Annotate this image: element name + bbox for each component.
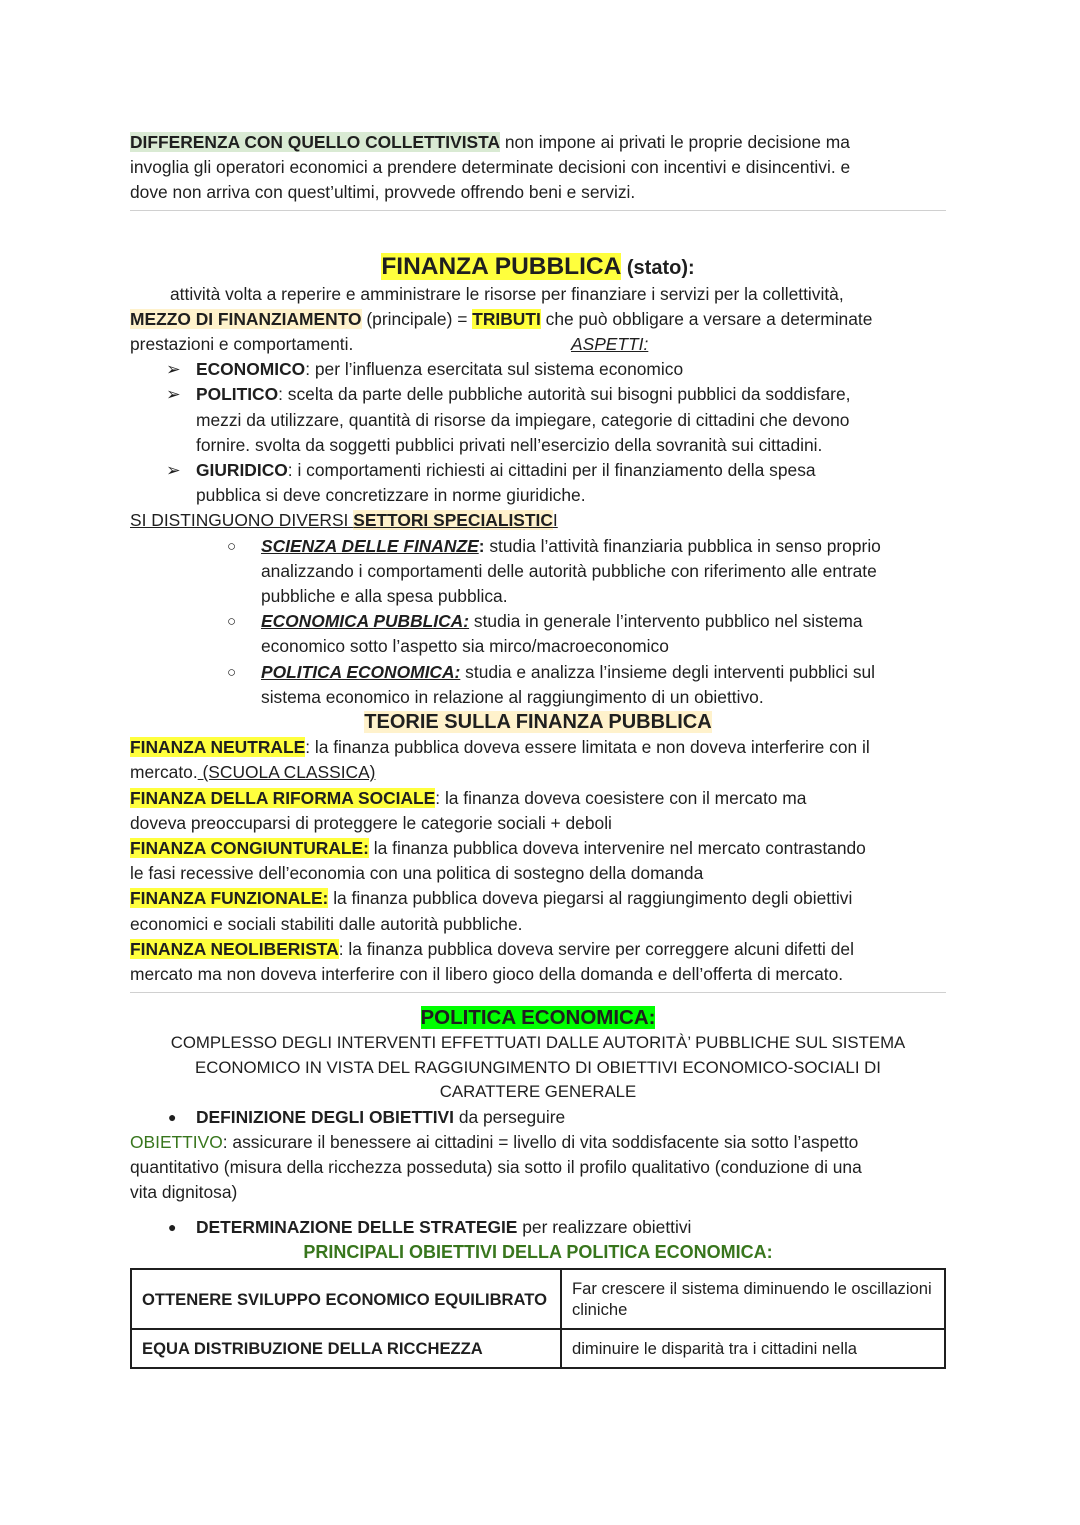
teoria-text: le fasi recessive dell’economia con una politica di sostegno della domanda [130, 863, 704, 884]
teoria-neutrale [130, 735, 946, 785]
arrow-icon: ➢ [166, 460, 181, 481]
tributi-label: TRIBUTI [472, 308, 541, 329]
obiettivi-table [130, 1268, 946, 1369]
settore-label: POLITICA ECONOMICA: [261, 661, 461, 682]
arrow-icon: ➢ [166, 384, 181, 405]
bullet-text: da perseguire [453, 1106, 566, 1127]
aspect-economico [130, 357, 946, 382]
aspect-text: : i comportamenti richiesti ai cittadini per il finanziamento della spesa [287, 460, 816, 481]
teoria-text: la finanza pubblica doveva piegarsi al raggiungimento degli obiettivi [328, 888, 853, 909]
teoria-label: FINANZA FUNZIONALE: [130, 888, 329, 909]
settori-end: I [552, 510, 558, 531]
politica-def-line: ECONOMICO IN VISTA DEL RAGGIUNGIMENTO DI OBIETTIVI ECONOMICO-SOCIALI DI [195, 1057, 881, 1077]
finanza-title-suffix: (stato): [621, 256, 695, 279]
settore-text: studia l’attività finanziaria pubblica in senso proprio [484, 535, 881, 556]
settore-text: analizzando i comportamenti delle autorità pubbliche con riferimento alle entrate [261, 560, 877, 581]
politica-heading [130, 1004, 946, 1031]
page-content [130, 130, 946, 1369]
circle-bullet-icon: ○ [227, 537, 237, 555]
teoria-funzionale [130, 886, 946, 936]
divider [130, 210, 946, 211]
teoria-neoliberista [130, 937, 946, 987]
politica-def-line: CARATTERE GENERALE [439, 1082, 637, 1102]
bullet-text: per realizzare obiettivi [517, 1216, 692, 1237]
aspect-label: ECONOMICO [196, 359, 306, 380]
teoria-text: mercato. [130, 762, 198, 783]
bullet-icon: ● [168, 1218, 177, 1235]
teoria-label: FINANZA DELLA RIFORMA SOCIALE [130, 787, 436, 808]
settore-text: economico sotto l’aspetto sia mirco/macroeconomico [261, 636, 669, 657]
aspect-politico [130, 382, 946, 458]
aspect-text: : per l’influenza esercitata sul sistema economico [305, 359, 684, 380]
settori-highlight: SETTORI SPECIALISTIC [353, 510, 553, 531]
settore-text: studia in generale l’intervento pubblico nel sistema [469, 611, 863, 632]
scuola-classica-label: (SCUOLA CLASSICA) [197, 762, 376, 783]
principali-heading: PRINCIPALI OBIETTIVI DELLA POLITICA ECONOMICA: [303, 1241, 773, 1262]
teoria-congiunturale [130, 836, 946, 886]
bullet-strategie [130, 1215, 946, 1240]
intro-text-3: dove non arriva con quest’ultimi, provvede offrendo beni e servizi. [130, 182, 636, 203]
table-row [131, 1329, 945, 1368]
settore-text: studia e analizza l’insieme degli interventi pubblici sul [460, 661, 876, 682]
settore-colon: : [478, 535, 485, 556]
aspect-text: mezzi da utilizzare, quantità di risorse da impiegare, categorie di cittadini che devono [196, 409, 850, 430]
settore-economica [130, 609, 946, 659]
teoria-text: mercato ma non doveva interferire con il libero gioco della domanda e dell’offerta di mercato. [130, 964, 844, 985]
teoria-text: la finanza pubblica doveva intervenire nel mercato contrastando [368, 838, 866, 859]
aspects-list [130, 357, 946, 508]
obiettivo-paragraph [130, 1130, 946, 1206]
aspect-label: POLITICO [196, 384, 279, 405]
teoria-text: : la finanza pubblica doveva essere limitata e non doveva interferire con il [305, 737, 870, 758]
teorie-heading [130, 710, 946, 735]
teoria-text: doveva preoccuparsi di proteggere le categorie sociali + deboli [130, 812, 612, 833]
politica-definition [130, 1031, 946, 1105]
bullet-definizione [130, 1105, 946, 1130]
settore-label: SCIENZA DELLE FINANZE [261, 535, 479, 556]
table-row [131, 1269, 945, 1329]
settore-text: pubbliche e alla spesa pubblica. [261, 586, 508, 607]
teoria-text: : la finanza doveva coesistere con il mercato ma [435, 787, 807, 808]
intro-text-2: invoglia gli operatori economici a prendere determinate decisioni con incentivi e disincentivi. e [130, 157, 851, 178]
politica-def-line: COMPLESSO DEGLI INTERVENTI EFFETTUATI DALLE AUTORITÀ’ PUBBLICHE SUL SISTEMA [170, 1033, 906, 1053]
settore-text: sistema economico in relazione al raggiungimento di un obiettivo. [261, 686, 764, 707]
teoria-text: : la finanza pubblica doveva servire per correggere alcuni difetti del [338, 938, 854, 959]
teoria-riforma-sociale [130, 786, 946, 836]
obiettivo-text: quantitativo (misura della ricchezza posseduta) sia sotto il profilo qualitativo (conduzione di una [130, 1157, 862, 1178]
aspect-giuridico [130, 458, 946, 508]
intro-title: DIFFERENZA CON QUELLO COLLETTIVISTA [130, 132, 501, 152]
aspect-text: : scelta da parte delle pubbliche autorità sui bisogni pubblici da soddisfare, [278, 384, 851, 405]
mezzo-rest: che può obbligare a versare a determinate [540, 308, 873, 329]
settore-label: ECONOMICA PUBBLICA: [261, 611, 470, 632]
divider [130, 992, 946, 993]
mezzo-line2: prestazioni e comportamenti. [130, 334, 354, 355]
teoria-label: FINANZA NEUTRALE [130, 737, 306, 758]
circle-bullet-icon: ○ [227, 613, 237, 631]
obiettivo-label: OBIETTIVO [130, 1132, 223, 1152]
circle-bullet-icon: ○ [227, 663, 237, 681]
intro-text-1: non impone ai privati le proprie decisione ma [500, 132, 850, 152]
finanza-definition: attività volta a reperire e amministrare le risorse per finanziare i servizi per la collettività, [170, 283, 844, 304]
bullet-icon: ● [168, 1108, 177, 1125]
table-cell-objective: EQUA DISTRIBUZIONE DELLA RICCHEZZA [131, 1329, 561, 1368]
settore-scienza [130, 534, 946, 610]
mezzo-mid: (principale) = [361, 308, 473, 329]
table-cell-description: Far crescere il sistema diminuendo le oscillazioni cliniche [561, 1269, 945, 1329]
intro-paragraph [130, 130, 946, 206]
bullet-label: DEFINIZIONE DEGLI OBIETTIVI [196, 1106, 454, 1127]
obiettivo-text: : assicurare il benessere ai cittadini = livello di vita soddisfacente sia sotto l’aspetto [222, 1132, 859, 1152]
aspect-text: fornire. svolta da soggetti pubblici privati nell’esercizio della sovranità sui cittadini. [196, 434, 823, 455]
finanza-title: FINANZA PUBBLICA [381, 252, 622, 280]
aspect-label: GIURIDICO [196, 460, 288, 481]
teoria-label: FINANZA NEOLIBERISTA [130, 938, 339, 959]
teorie-list [130, 735, 946, 987]
table-cell-objective: OTTENERE SVILUPPO ECONOMICO EQUILIBRATO [131, 1269, 561, 1329]
aspetti-label: ASPETTI: [571, 334, 649, 355]
teoria-text: economici e sociali stabiliti dalle autorità pubbliche. [130, 913, 523, 934]
arrow-icon: ➢ [166, 359, 181, 380]
settore-politica [130, 660, 946, 710]
bullet-label: DETERMINAZIONE DELLE STRATEGIE [196, 1216, 518, 1237]
finanza-heading [130, 252, 946, 283]
table-cell-description: diminuire le disparità tra i cittadini nella [561, 1329, 945, 1368]
teorie-title: TEORIE SULLA FINANZA PUBBLICA [364, 711, 712, 734]
mezzo-label: MEZZO DI FINANZIAMENTO [130, 308, 362, 329]
teoria-label: FINANZA CONGIUNTURALE: [130, 838, 369, 859]
aspect-text: pubblica si deve concretizzare in norme giuridiche. [196, 485, 586, 506]
obiettivo-text: vita dignitosa) [130, 1182, 238, 1203]
politica-title: POLITICA ECONOMICA: [420, 1006, 656, 1030]
settori-list [130, 534, 946, 710]
settori-pre: SI DISTINGUONO DIVERSI [130, 510, 354, 531]
settori-heading [130, 508, 946, 533]
